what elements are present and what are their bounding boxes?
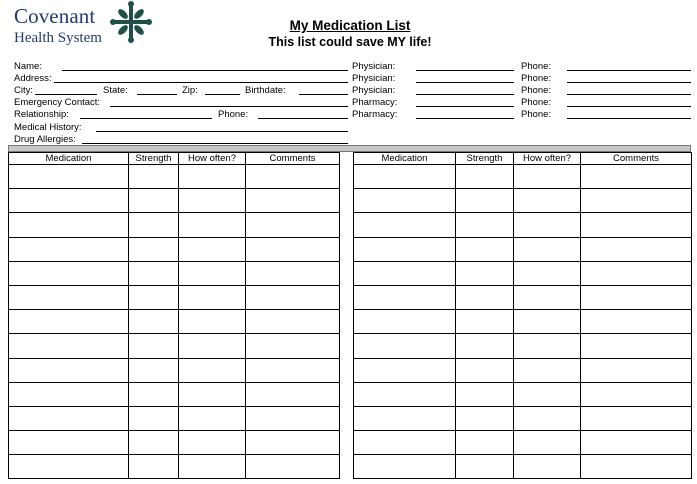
physician-1-label: Physician:	[352, 61, 396, 72]
how-often-cell[interactable]	[179, 165, 246, 189]
comments-cell[interactable]	[246, 431, 340, 455]
comments-cell[interactable]	[246, 406, 340, 430]
physician-1-phone-label: Phone:	[521, 61, 552, 72]
comments-cell[interactable]	[246, 310, 340, 334]
comments-cell[interactable]	[246, 455, 340, 479]
address-label: Address:	[14, 73, 52, 84]
col-medication: Medication	[9, 153, 129, 165]
table-row	[354, 189, 692, 213]
strength-cell[interactable]	[456, 189, 514, 213]
medication-cell[interactable]	[9, 237, 129, 261]
pharmacy-1-phone-field[interactable]	[567, 106, 691, 107]
medication-cell[interactable]	[9, 358, 129, 382]
emergency-contact-field[interactable]	[110, 106, 348, 107]
medical-history-label: Medical History:	[14, 122, 82, 133]
strength-cell[interactable]	[129, 431, 179, 455]
comments-cell[interactable]	[581, 285, 692, 309]
medication-cell[interactable]	[354, 334, 456, 358]
page-subtitle: This list could save MY life!	[268, 35, 432, 49]
how-often-cell[interactable]	[514, 213, 581, 237]
table-row	[354, 261, 692, 285]
how-often-cell[interactable]	[514, 455, 581, 479]
medical-history-field[interactable]	[96, 131, 348, 132]
comments-cell[interactable]	[581, 310, 692, 334]
zip-field[interactable]	[205, 94, 240, 95]
table-header-row	[354, 153, 692, 165]
medication-cell[interactable]	[9, 406, 129, 430]
col-strength: Strength	[129, 153, 179, 165]
medication-cell[interactable]	[354, 165, 456, 189]
strength-cell[interactable]	[129, 310, 179, 334]
how-often-cell[interactable]	[514, 189, 581, 213]
state-field[interactable]	[137, 94, 177, 95]
comments-cell[interactable]	[246, 382, 340, 406]
comments-cell[interactable]	[581, 261, 692, 285]
medication-cell[interactable]	[354, 406, 456, 430]
physician-1-field[interactable]	[416, 70, 514, 71]
strength-cell[interactable]	[129, 455, 179, 479]
col-medication: Medication	[354, 153, 456, 165]
physician-3-phone-label: Phone:	[521, 85, 552, 96]
strength-cell[interactable]	[129, 334, 179, 358]
emergency-phone-label: Phone:	[218, 109, 249, 120]
table-row	[9, 455, 340, 479]
comments-cell[interactable]	[581, 382, 692, 406]
strength-cell[interactable]	[129, 213, 179, 237]
strength-cell[interactable]	[129, 261, 179, 285]
physician-1-phone-field[interactable]	[567, 70, 691, 71]
comments-cell[interactable]	[581, 431, 692, 455]
medication-cell[interactable]	[354, 431, 456, 455]
how-often-cell[interactable]	[179, 310, 246, 334]
name-field[interactable]	[62, 70, 348, 71]
comments-cell[interactable]	[246, 261, 340, 285]
comments-cell[interactable]	[581, 334, 692, 358]
table-row	[9, 406, 340, 430]
how-often-cell[interactable]	[514, 261, 581, 285]
strength-cell[interactable]	[456, 310, 514, 334]
logo-subtitle: Health System	[14, 30, 102, 46]
table-body	[9, 165, 340, 479]
strength-cell[interactable]	[456, 261, 514, 285]
comments-cell[interactable]	[246, 285, 340, 309]
table-row	[354, 431, 692, 455]
how-often-cell[interactable]	[514, 310, 581, 334]
section-divider	[8, 145, 691, 152]
table-row	[9, 165, 340, 189]
medication-cell[interactable]	[354, 455, 456, 479]
city-field[interactable]	[35, 94, 97, 95]
comments-cell[interactable]	[246, 358, 340, 382]
table-row	[354, 382, 692, 406]
medication-table-right	[353, 152, 692, 479]
how-often-cell[interactable]	[179, 189, 246, 213]
table-row	[354, 165, 692, 189]
how-often-cell[interactable]	[514, 334, 581, 358]
pharmacy-1-phone-label: Phone:	[521, 97, 552, 108]
strength-cell[interactable]	[129, 382, 179, 406]
table-row	[354, 285, 692, 309]
strength-cell[interactable]	[129, 237, 179, 261]
city-label: City:	[14, 85, 33, 96]
comments-cell[interactable]	[581, 406, 692, 430]
how-often-cell[interactable]	[514, 358, 581, 382]
how-often-cell[interactable]	[179, 261, 246, 285]
physician-3-phone-field[interactable]	[567, 94, 691, 95]
emergency-contact-label: Emergency Contact:	[14, 97, 101, 108]
table-row	[354, 213, 692, 237]
strength-cell[interactable]	[456, 358, 514, 382]
pharmacy-1-field[interactable]	[416, 106, 514, 107]
how-often-cell[interactable]	[179, 406, 246, 430]
col-comments: Comments	[581, 153, 692, 165]
how-often-cell[interactable]	[514, 431, 581, 455]
medication-cell[interactable]	[9, 431, 129, 455]
comments-cell[interactable]	[246, 165, 340, 189]
table-row	[9, 431, 340, 455]
table-row	[354, 455, 692, 479]
comments-cell[interactable]	[581, 455, 692, 479]
pharmacy-2-phone-field[interactable]	[567, 118, 691, 119]
strength-cell[interactable]	[129, 165, 179, 189]
pharmacy-1-label: Pharmacy:	[352, 97, 398, 108]
how-often-cell[interactable]	[514, 165, 581, 189]
pharmacy-2-phone-label: Phone:	[521, 109, 552, 120]
physician-2-phone-label: Phone:	[521, 73, 552, 84]
strength-cell[interactable]	[456, 406, 514, 430]
relationship-label: Relationship:	[14, 109, 69, 120]
col-how-often: How often?	[514, 153, 581, 165]
comments-cell[interactable]	[581, 213, 692, 237]
medication-cell[interactable]	[9, 382, 129, 406]
how-often-cell[interactable]	[179, 334, 246, 358]
comments-cell[interactable]	[581, 358, 692, 382]
table-row	[9, 189, 340, 213]
how-often-cell[interactable]	[179, 358, 246, 382]
how-often-cell[interactable]	[179, 431, 246, 455]
medication-cell[interactable]	[9, 310, 129, 334]
strength-cell[interactable]	[456, 382, 514, 406]
comments-cell[interactable]	[246, 237, 340, 261]
physician-2-phone-field[interactable]	[567, 82, 691, 83]
relationship-field[interactable]	[80, 118, 212, 119]
logo-name: Covenant	[14, 4, 96, 28]
table-row	[354, 310, 692, 334]
pharmacy-2-label: Pharmacy:	[352, 109, 398, 120]
physician-3-field[interactable]	[416, 94, 514, 95]
strength-cell[interactable]	[456, 455, 514, 479]
medication-cell[interactable]	[354, 285, 456, 309]
strength-cell[interactable]	[456, 165, 514, 189]
how-often-cell[interactable]	[179, 213, 246, 237]
zip-label: Zip:	[182, 85, 198, 96]
medication-cell[interactable]	[354, 358, 456, 382]
medication-cell[interactable]	[354, 213, 456, 237]
medication-cell[interactable]	[354, 261, 456, 285]
table-row	[9, 285, 340, 309]
strength-cell[interactable]	[456, 334, 514, 358]
comments-cell[interactable]	[246, 334, 340, 358]
comments-cell[interactable]	[246, 213, 340, 237]
table-row	[9, 213, 340, 237]
table-row	[9, 310, 340, 334]
comments-cell[interactable]	[581, 165, 692, 189]
how-often-cell[interactable]	[179, 237, 246, 261]
medication-cell[interactable]	[9, 213, 129, 237]
strength-cell[interactable]	[456, 431, 514, 455]
col-comments: Comments	[246, 153, 340, 165]
col-strength: Strength	[456, 153, 514, 165]
pharmacy-2-field[interactable]	[416, 118, 514, 119]
how-often-cell[interactable]	[179, 285, 246, 309]
birthdate-label: Birthdate:	[245, 85, 286, 96]
state-label: State:	[103, 85, 128, 96]
strength-cell[interactable]	[129, 285, 179, 309]
covenant-logo	[14, 3, 154, 47]
how-often-cell[interactable]	[179, 382, 246, 406]
how-often-cell[interactable]	[179, 455, 246, 479]
comments-cell[interactable]	[581, 189, 692, 213]
strength-cell[interactable]	[456, 213, 514, 237]
strength-cell[interactable]	[129, 189, 179, 213]
page-title: My Medication List	[289, 18, 411, 33]
cross-logo-icon	[110, 1, 152, 43]
birthdate-field[interactable]	[299, 94, 348, 95]
table-row	[9, 334, 340, 358]
table-row	[9, 261, 340, 285]
physician-2-field[interactable]	[416, 82, 514, 83]
medication-cell[interactable]	[9, 189, 129, 213]
physician-2-label: Physician:	[352, 73, 396, 84]
medication-cell[interactable]	[9, 455, 129, 479]
table-row	[9, 358, 340, 382]
strength-cell[interactable]	[129, 406, 179, 430]
medication-cell[interactable]	[9, 285, 129, 309]
drug-allergies-field[interactable]	[82, 143, 348, 144]
strength-cell[interactable]	[456, 285, 514, 309]
medication-cell[interactable]	[354, 310, 456, 334]
medication-cell[interactable]	[354, 189, 456, 213]
drug-allergies-label: Drug Allergies:	[14, 134, 76, 145]
how-often-cell[interactable]	[514, 382, 581, 406]
table-row	[9, 382, 340, 406]
table-row	[354, 358, 692, 382]
how-often-cell[interactable]	[514, 237, 581, 261]
address-field[interactable]	[54, 82, 348, 83]
table-row	[354, 406, 692, 430]
physician-3-label: Physician:	[352, 85, 396, 96]
how-often-cell[interactable]	[514, 285, 581, 309]
emergency-phone-field[interactable]	[258, 118, 348, 119]
table-body	[354, 165, 692, 479]
medication-cell[interactable]	[354, 382, 456, 406]
table-row	[354, 334, 692, 358]
table-row	[354, 237, 692, 261]
table-row	[9, 237, 340, 261]
medication-cell[interactable]	[9, 334, 129, 358]
comments-cell[interactable]	[246, 189, 340, 213]
strength-cell[interactable]	[456, 237, 514, 261]
medication-table-left	[8, 152, 340, 479]
table-header-row	[9, 153, 340, 165]
how-often-cell[interactable]	[514, 406, 581, 430]
comments-cell[interactable]	[581, 237, 692, 261]
col-how-often: How often?	[179, 153, 246, 165]
strength-cell[interactable]	[129, 358, 179, 382]
medication-cell[interactable]	[354, 237, 456, 261]
medication-cell[interactable]	[9, 261, 129, 285]
medication-cell[interactable]	[9, 165, 129, 189]
name-label: Name:	[14, 61, 42, 72]
